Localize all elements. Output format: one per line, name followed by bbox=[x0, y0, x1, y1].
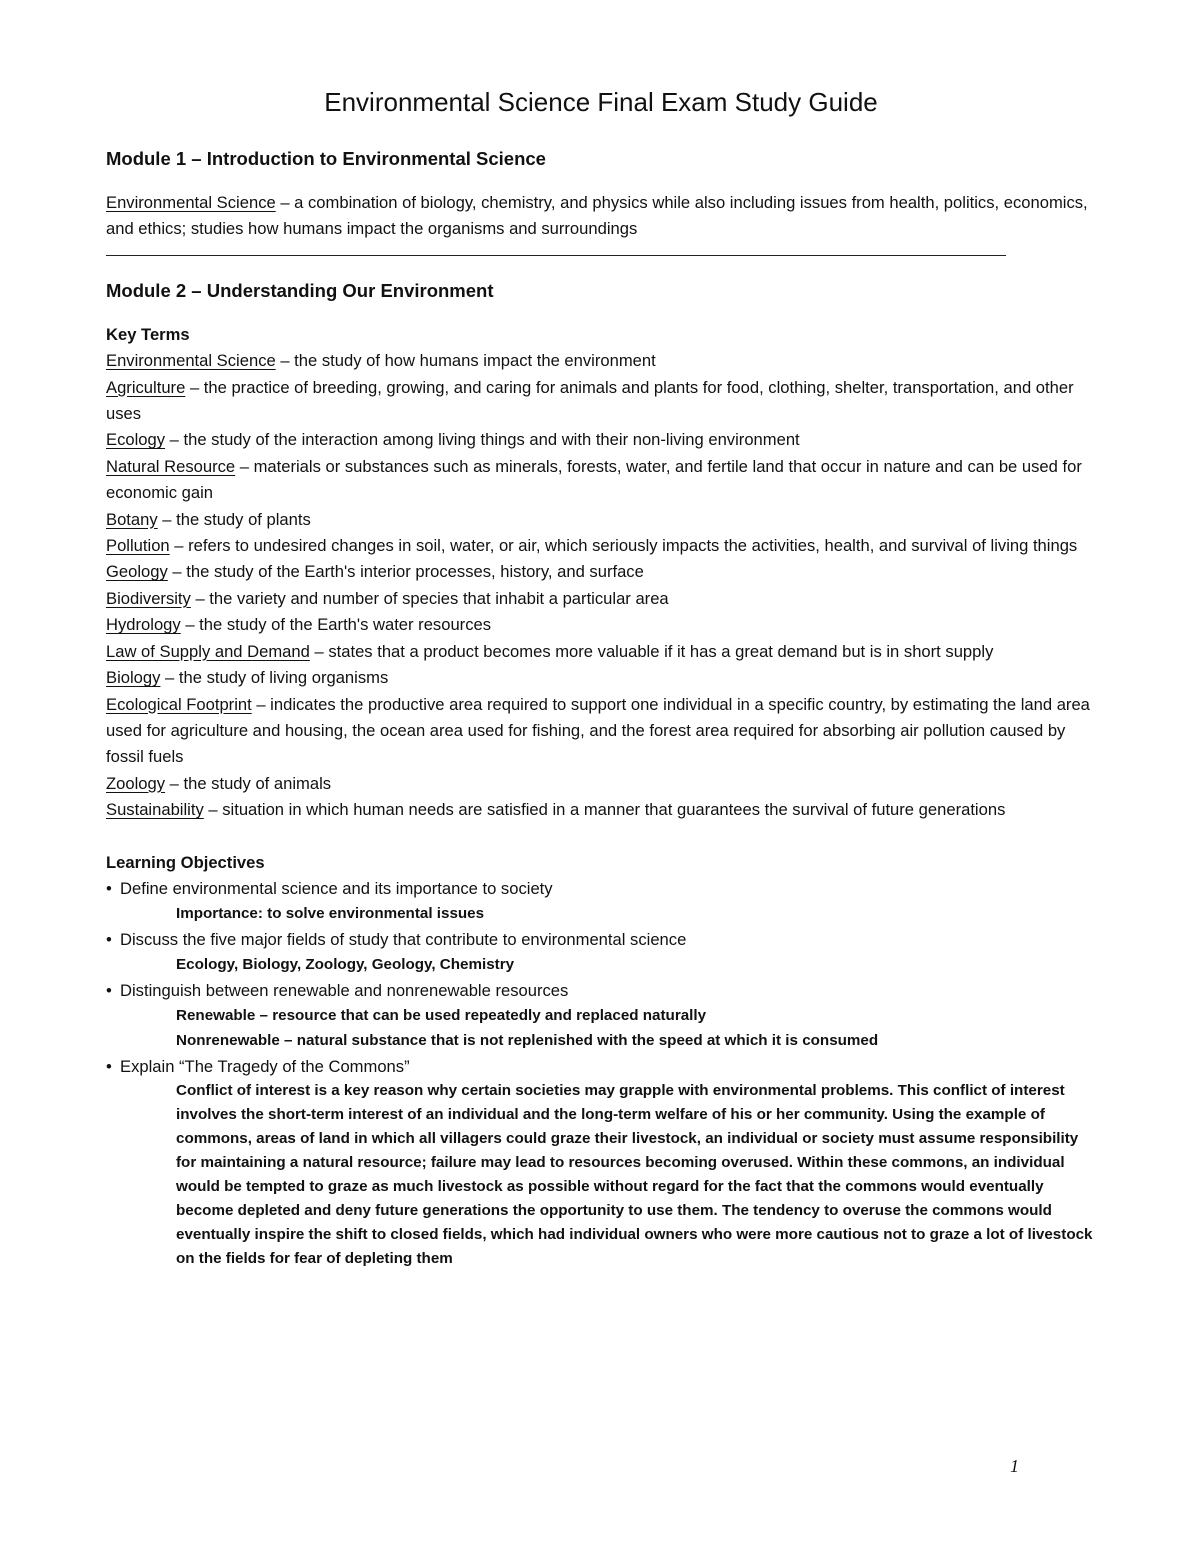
term-definition: – the variety and number of species that inhabit a particular area bbox=[190, 588, 669, 608]
term-definition: – the study of the interaction among living things and with their non-living environment bbox=[165, 430, 800, 450]
term-definition: – a combination of biology, chemistry, and physics while also including issues from health, politics, economics, and ethics; studies how humans impact the organisms and surroundings bbox=[106, 193, 1088, 239]
bullet-icon: • bbox=[106, 980, 112, 1000]
term-definition: – situation in which human needs are satisfied in a manner that guarantees the survival of future generations bbox=[203, 800, 1006, 820]
term-label: Environmental Science bbox=[106, 351, 276, 371]
objective-answer: Importance: to solve environmental issues bbox=[176, 905, 485, 923]
term-label: Sustainability bbox=[106, 800, 204, 820]
term-definition: – the study of how humans impact the environment bbox=[275, 351, 656, 371]
term-label: Natural Resource bbox=[106, 456, 236, 476]
term-definition: – indicates the productive area required to support one individual in a specific country, by estimating the land area used for agriculture and housing, the ocean area used for fishing, and the forest area required for absorbing air pollution caused by fossil fuels bbox=[106, 694, 1090, 767]
objective-answer: Ecology, Biology, Zoology, Geology, Chemistry bbox=[176, 956, 515, 974]
objective-text: Define environmental science and its importance to society bbox=[120, 878, 553, 898]
term-label: Zoology bbox=[106, 773, 166, 793]
module-2-heading: Module 2 – Understanding Our Environment bbox=[106, 279, 494, 301]
module-1-definition bbox=[106, 190, 1106, 243]
term-label: Ecological Footprint bbox=[106, 694, 252, 714]
objective-item bbox=[106, 978, 1106, 1003]
key-term bbox=[106, 507, 1106, 533]
bullet-icon: • bbox=[106, 1056, 112, 1076]
term-definition: – states that a product becomes more valuable if it has a great demand but is in short supply bbox=[309, 641, 994, 661]
key-term bbox=[106, 348, 1106, 374]
bullet-icon: • bbox=[106, 878, 112, 898]
term-label: Law of Supply and Demand bbox=[106, 641, 310, 661]
tragedy-of-commons-paragraph: Conflict of interest is a key reason why certain societies may grapple with environmental problems. This conflict of interest involves the short-term interest of an individual and the long-term welfare of his or her community. Using the example of commons, areas of land in which all villagers could graze their livestock, an individual or society must assume responsibility for maintaining a natural resource; failure may lead to resources becoming overused. Within these commons, an individual would be tempted to graze as much livestock as possible without regard for the fact that the commons would eventually become depleted and deny future generations the opportunity to use them. The tendency to overuse the commons would eventually inspire the shift to closed fields, which had individual owners who were more cautious not to graze a lot of livestock on the fields for fear of depleting them bbox=[176, 1082, 1093, 1268]
key-term bbox=[106, 797, 1106, 823]
key-term bbox=[106, 692, 1106, 771]
term-definition: – the practice of breeding, growing, and caring for animals and plants for food, clothing, shelter, transportation, and other uses bbox=[106, 377, 1074, 424]
page-content bbox=[106, 84, 1106, 1271]
term-definition: – the study of the Earth's water resources bbox=[180, 615, 492, 635]
key-term bbox=[106, 771, 1106, 797]
key-term bbox=[106, 639, 1106, 665]
objective-text: Distinguish between renewable and nonrenewable resources bbox=[120, 980, 569, 1000]
objective-text: Discuss the five major fields of study that contribute to environmental science bbox=[120, 929, 687, 949]
term-label: Ecology bbox=[106, 430, 166, 450]
objective-item bbox=[106, 876, 1106, 901]
key-term bbox=[106, 586, 1106, 612]
term-definition: – the study of the Earth's interior processes, history, and surface bbox=[167, 562, 644, 582]
page-number: 1 bbox=[1010, 1456, 1019, 1476]
bullet-icon: • bbox=[106, 929, 112, 949]
term-label: Pollution bbox=[106, 536, 170, 556]
key-terms-list bbox=[106, 348, 1106, 823]
objective-answer: Nonrenewable – natural substance that is not replenished with the speed at which it is consumed bbox=[176, 1032, 879, 1050]
term-label: Biology bbox=[106, 668, 161, 688]
section-divider bbox=[106, 255, 1006, 256]
term-definition: – the study of living organisms bbox=[160, 668, 389, 688]
term-definition: – materials or substances such as minerals, forests, water, and fertile land that occur in nature and can be used for economic gain bbox=[106, 456, 1082, 503]
key-terms-heading: Key Terms bbox=[106, 324, 190, 344]
learning-objectives-list bbox=[106, 876, 1106, 1271]
objective-text: Explain “The Tragedy of the Commons” bbox=[120, 1056, 410, 1076]
key-term bbox=[106, 375, 1106, 428]
key-term bbox=[106, 454, 1106, 507]
objective-item bbox=[106, 1054, 1106, 1079]
objective-answer: Renewable – resource that can be used repeatedly and replaced naturally bbox=[176, 1006, 707, 1024]
term-definition: – refers to undesired changes in soil, water, or air, which seriously impacts the activities, health, and survival of living things bbox=[169, 536, 1078, 556]
module-1-heading: Module 1 – Introduction to Environmental Science bbox=[106, 148, 546, 169]
term-label: Botany bbox=[106, 509, 158, 529]
term-label: Biodiversity bbox=[106, 588, 191, 608]
learning-objectives-heading: Learning Objectives bbox=[106, 852, 265, 872]
objective-item bbox=[106, 927, 1106, 952]
term-definition: – the study of animals bbox=[165, 773, 332, 793]
key-term bbox=[106, 427, 1106, 453]
term-definition: – the study of plants bbox=[157, 509, 311, 529]
key-term bbox=[106, 559, 1106, 585]
key-term bbox=[106, 612, 1106, 638]
term-label: Environmental Science bbox=[106, 193, 276, 212]
term-label: Hydrology bbox=[106, 615, 181, 635]
term-label: Geology bbox=[106, 562, 168, 582]
term-label: Agriculture bbox=[106, 377, 186, 397]
key-term bbox=[106, 665, 1106, 691]
document-title: Environmental Science Final Exam Study Guide bbox=[324, 87, 878, 117]
key-term bbox=[106, 533, 1106, 559]
